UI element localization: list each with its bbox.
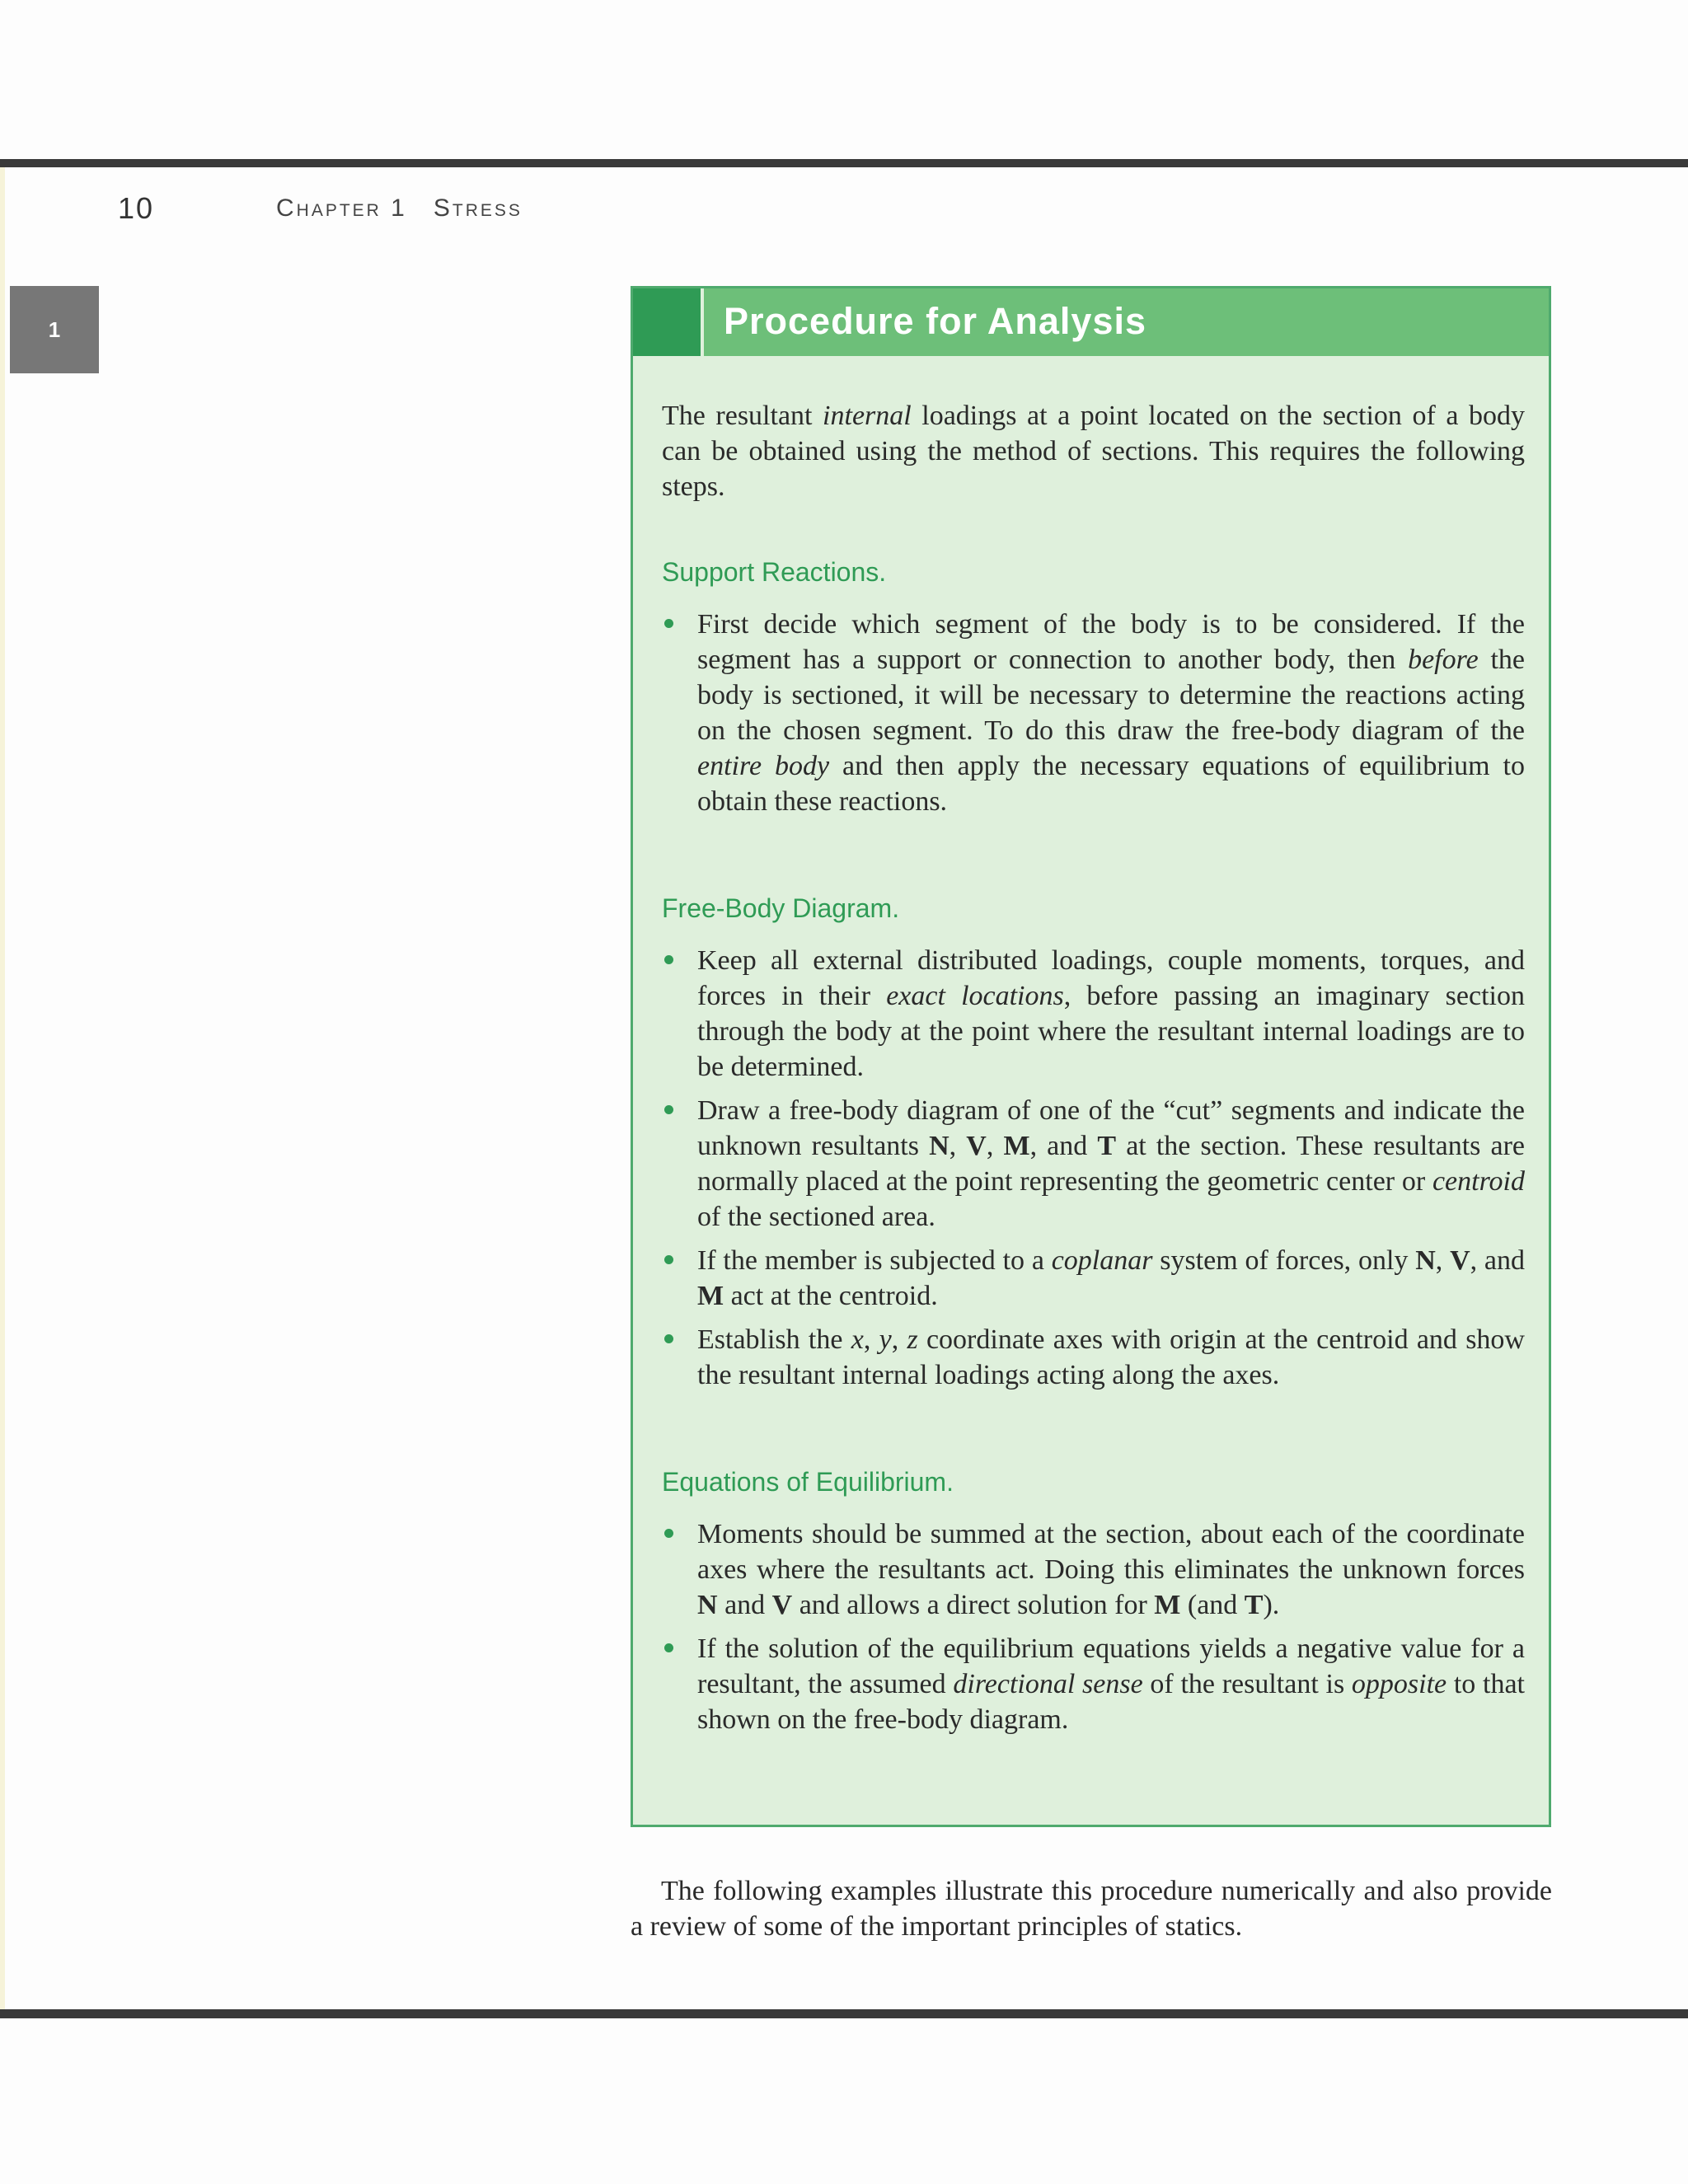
text-run: , and	[1029, 1131, 1098, 1161]
bold-run: V	[966, 1131, 987, 1161]
italic-run: z	[907, 1324, 918, 1355]
bold-run: T	[1244, 1590, 1264, 1620]
top-rule	[0, 159, 1688, 167]
text-run: Draw a free-body diagram of one of the “cut” segments and indicate the unknown resultants	[697, 1095, 1525, 1161]
bullet-list	[662, 607, 1525, 819]
italic-run: entire body	[697, 751, 830, 781]
italic-run: before	[1408, 644, 1479, 675]
text-run: to that shown on the free-body diagram.	[697, 1669, 1525, 1735]
text-run: and	[717, 1590, 772, 1620]
text-run: ,	[863, 1324, 879, 1355]
section-heading: Equations of Equilibrium.	[662, 1467, 954, 1497]
bullet-item	[662, 607, 1525, 819]
bold-run: M	[1154, 1590, 1181, 1620]
text-run: The resultant	[662, 401, 823, 431]
bullet-item	[662, 1322, 1525, 1393]
text-run: of the sectioned area.	[697, 1202, 935, 1232]
procedure-header-tab	[633, 288, 704, 356]
procedure-title: Procedure for Analysis	[724, 300, 1147, 342]
procedure-body	[662, 398, 1525, 1746]
bullet-item	[662, 1631, 1525, 1737]
text-run: ,	[986, 1131, 1004, 1161]
text-run: Moments should be summed at the section, about each of the coordinate axes where the resultants act. Doing this eliminates the unknown forces	[697, 1519, 1525, 1585]
section-heading: Support Reactions.	[662, 557, 887, 587]
text-run: act at the centroid.	[724, 1281, 938, 1311]
text-run: coordinate axes with origin at the centroid and show the resultant internal loadings acting along the axes.	[697, 1324, 1525, 1390]
chapter-tab: 1	[10, 286, 99, 373]
text-run: the body is sectioned, it will be necessary to determine the reactions acting on the chosen segment. To do this draw the free-body diagram of the	[697, 644, 1525, 746]
italic-run: opposite	[1351, 1669, 1447, 1699]
bold-run: N	[1415, 1245, 1436, 1276]
text-run: Keep all external distributed loadings, couple moments, torques, and forces in their	[697, 945, 1525, 1011]
text-run: system of forces, only	[1152, 1245, 1416, 1276]
text-run: loadings at a point located on the section of a body can be obtained using the method of sections. This requires the following steps.	[662, 401, 1525, 502]
bold-run: M	[697, 1281, 724, 1311]
bold-run: T	[1097, 1131, 1117, 1161]
italic-run: exact locations	[886, 981, 1064, 1011]
bullet-dot-icon	[664, 955, 673, 964]
text-run: at the section. These resultants are normally placed at the point representing the geometric center or	[697, 1131, 1526, 1197]
italic-run: centroid	[1432, 1166, 1525, 1197]
bold-run: N	[929, 1131, 950, 1161]
bullet-list	[662, 943, 1525, 1393]
chapter-title: Stress	[433, 194, 523, 222]
chapter-label: Chapter 1	[276, 194, 407, 222]
bullet-item	[662, 943, 1525, 1085]
bold-run: V	[771, 1590, 793, 1620]
bold-run: N	[697, 1590, 718, 1620]
italic-run: y	[879, 1324, 892, 1355]
bullet-item	[662, 1243, 1525, 1314]
italic-run: directional sense	[953, 1669, 1143, 1699]
bullet-dot-icon	[664, 619, 673, 628]
text-run: Establish the	[697, 1324, 851, 1355]
text-run: (and	[1180, 1590, 1245, 1620]
running-head	[276, 194, 549, 223]
text-run: , before passing an imaginary section through the body at the point where the resultant internal loadings are to be determined.	[697, 981, 1525, 1082]
section-heading: Free-Body Diagram.	[662, 893, 900, 923]
text-run: of the resultant is	[1142, 1669, 1352, 1699]
bottom-rule	[0, 2009, 1688, 2018]
bold-run: M	[1003, 1131, 1030, 1161]
bold-run: V	[1450, 1245, 1470, 1276]
margin-strip	[0, 167, 5, 2009]
text-run: If the solution of the equilibrium equations yields a negative value for a resultant, the assumed	[697, 1633, 1525, 1699]
text-run: First decide which segment of the body is to be considered. If the segment has a support or connection to another body, then	[697, 609, 1525, 675]
bullet-dot-icon	[664, 1643, 673, 1652]
italic-run: x	[851, 1324, 864, 1355]
text-run: and allows a direct solution for	[792, 1590, 1155, 1620]
text-run: and then apply the necessary equations of equilibrium to obtain these reactions.	[697, 751, 1526, 817]
bullet-dot-icon	[664, 1529, 673, 1538]
bullet-item	[662, 1516, 1525, 1623]
bullet-dot-icon	[664, 1255, 673, 1264]
text-run: ,	[1435, 1245, 1451, 1276]
italic-run: coplanar	[1051, 1245, 1153, 1276]
bullet-item	[662, 1093, 1525, 1235]
text-run: ,	[891, 1324, 907, 1355]
procedure-header	[633, 288, 1549, 356]
text-run: If the member is subjected to a	[697, 1245, 1052, 1276]
procedure-box	[631, 286, 1551, 1827]
bullet-dot-icon	[664, 1334, 673, 1343]
text-run: , and	[1470, 1245, 1526, 1276]
text-run: ).	[1263, 1590, 1280, 1620]
page-number: 10	[118, 191, 155, 225]
closing-paragraph: The following examples illustrate this procedure numerically and also provide a review of some of the important principles of statics.	[631, 1876, 1552, 1942]
text-run: ,	[949, 1131, 967, 1161]
procedure-sections	[662, 555, 1525, 1737]
italic-run: internal	[823, 401, 912, 431]
bullet-dot-icon	[664, 1105, 673, 1114]
procedure-intro	[662, 398, 1525, 504]
bullet-list	[662, 1516, 1525, 1737]
